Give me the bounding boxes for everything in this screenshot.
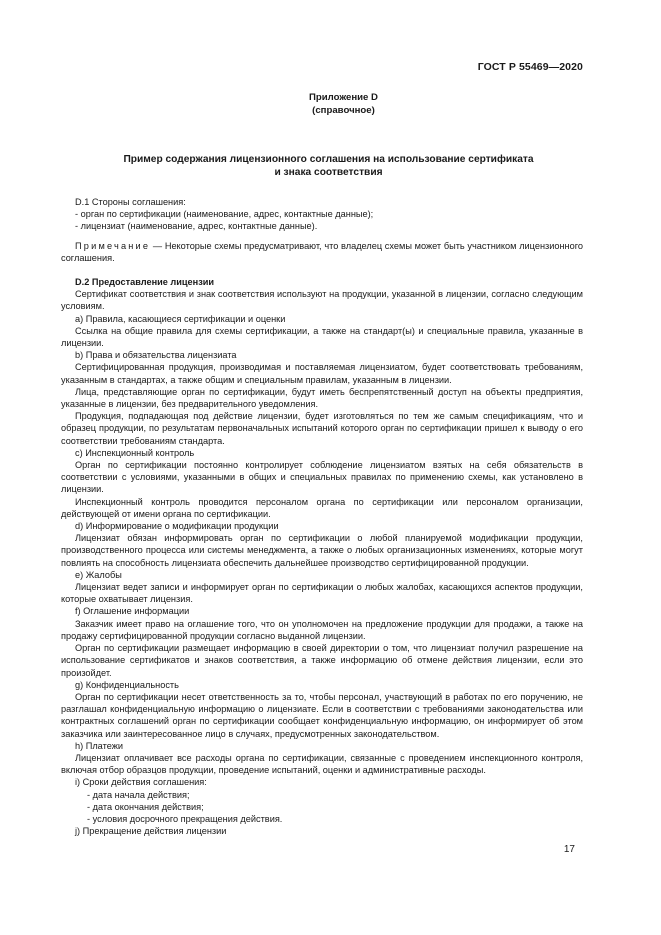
subsection-title: d) Информирование о модификации продукции [75,521,279,532]
paragraph: Лицензиат ведет записи и информирует орган по сертификации о любых жалобах, касающихся аспектов продукции, которые охватывает лицензия. [61,582,583,605]
page-number: 17 [563,844,575,855]
list-item: - дата начала действия; [87,789,190,800]
paragraph: Лицензиат оплачивает все расходы органа по сертификации, связанные с проведением инспекционного контроля, включая отбор образцов продукции, проведение испытаний, оценки и административные расходы. [61,752,583,776]
paragraph: Орган по сертификации размещает информацию в своей директории о том, что лицензиат получил разрешение на использование сертификатов и знаков соответствия, а также информацию об отмене действия лицензии, если это произойдет. [61,643,583,678]
subsection-title: e) Жалобы [75,569,122,580]
paragraph: Лицензиат обязан информировать орган по сертификации о любой планируемой модификации продукции, производственного процесса или системы менеджмента, а также о любых организационных изменениях, которые могут повлиять на способность лицензиата обеспечить дальнейшее производство сертифицированной продукции. [61,533,583,568]
section-heading: D.1 Стороны соглашения: [75,197,186,207]
paragraph: Лица, представляющие орган по сертификации, будут иметь беспрепятственный доступ на объекты предприятия, указанные в лицензии, без предварительного уведомления. [61,386,583,410]
note-paragraph [61,240,583,264]
note-label: Примечание [75,241,151,251]
paragraph: Ссылка на общие правила для схемы сертификации, а также на стандарт(ы) и специальные правила, указанные в лицензии. [61,325,583,349]
title-line-1: Пример содержания лицензионного соглашения на использование сертификата [123,154,534,165]
list-item: - дата окончания действия; [87,801,204,812]
subsection-title: i) Сроки действия соглашения: [75,777,207,788]
paragraph: Продукция, подпадающая под действие лицензии, будет изготовляться по тем же самым спецификациям, что и образец продукции, по результатам первоначальных испытаний которого орган по сертификации пришел к выводу о его соответствии требованиям стандарта. [61,411,583,446]
appendix-heading [0,92,661,117]
title-line-2: и знака соответствия [274,167,383,179]
document-number: ГОСТ Р 55469—2020 [477,61,583,73]
list-item: - орган по сертификации (наименование, адрес, контактные данные); [75,209,374,220]
note [61,240,583,264]
paragraph: Сертификат соответствия и знак соответствия используют на продукции, указанной в лицензии, согласно следующим условиям. [61,289,583,312]
subsection-title: a) Правила, касающиеся сертификации и оценки [75,313,286,324]
paragraph: Сертифицированная продукция, производимая и поставляемая лицензиатом, будет соответствовать требованиям, указанным в стандартах, а также общим и специальным правилам, указанным в лицензии. [61,362,583,385]
paragraph: Орган по сертификации несет ответственность за то, чтобы персонал, участвующий в работах по его поручению, не разглашал конфиденциальную информацию о лицензиате. Если в соответствии с требованиями законодательства или контрактных соглашений орган по сертификации сообщает конфиденциальную информацию, он информирует об этом заказчика или заинтересованное лицо в случаях, предусмотренных законодательством. [61,691,583,739]
section-heading: D.2 Предоставление лицензии [75,277,215,287]
subsection-title: g) Конфиденциальность [75,679,179,690]
appendix-title [76,153,581,179]
paragraph: Заказчик имеет право на оглашение того, что он уполномочен на предложение продукции для продажи, а также на продажу сертифицированной продукции согласно выданной лицензии. [61,618,583,641]
subsection-title: f) Оглашение информации [75,606,190,617]
appendix-label: Приложение D [309,92,378,103]
appendix-type: (справочное) [312,104,375,116]
subsection-title: c) Инспекционный контроль [75,447,195,458]
subsection-title: h) Платежи [75,740,123,751]
section-license [61,276,583,837]
note-text: — Некоторые схемы предусматривают, что владелец схемы может быть участником лицензионного соглашения. [61,241,583,264]
subsection-title: b) Права и обязательства лицензиата [75,350,237,361]
section-parties [61,196,583,233]
list-item: - лицензиат (наименование, адрес, контактные данные). [75,221,318,232]
paragraph: Инспекционный контроль проводится персоналом органа по сертификации или персоналом организации, действующей от имени органа по сертификации. [61,496,583,519]
list-item: - условия досрочного прекращения действия. [87,813,283,824]
paragraph: Орган по сертификации постоянно контролирует соблюдение лицензиатом взятых на себя обязательств в соответствии с условиями, указанными в общих и специальных правилах по применению схемы, как установлено в лицензии. [61,460,583,495]
subsection-title: j) Прекращение действия лицензии [75,826,227,837]
